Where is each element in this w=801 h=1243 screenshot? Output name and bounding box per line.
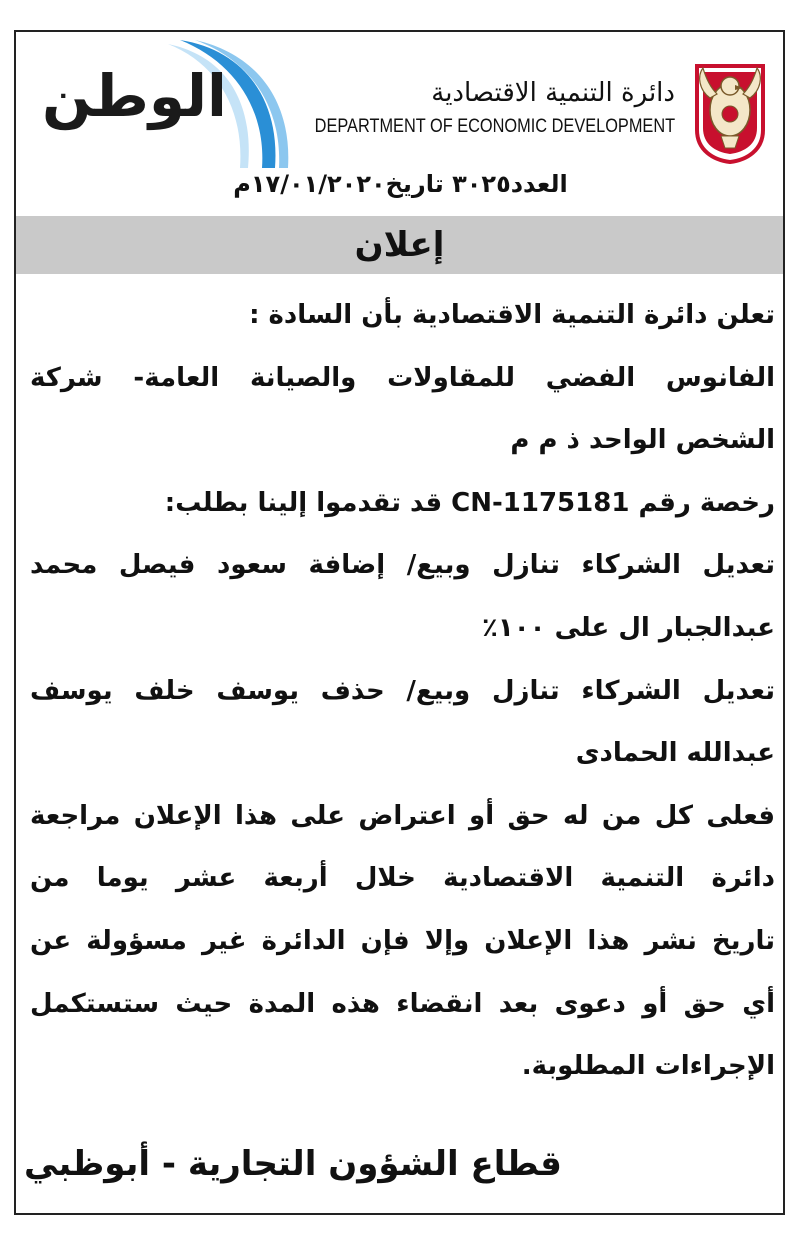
- department-name-arabic: دائرة التنمية الاقتصادية: [431, 78, 675, 108]
- body-line: الفانوس الفضي للمقاولات والصيانة العامة- شركة: [30, 362, 775, 393]
- body-line: تعلن دائرة التنمية الاقتصادية بأن السادة :: [249, 300, 775, 330]
- announcement-body: [30, 284, 775, 1098]
- body-line: فعلى كل من له حق أو اعتراض على هذا الإعلان مراجعة: [30, 800, 775, 831]
- newspaper-name: الوطن: [42, 62, 227, 130]
- body-line: عبدالجبار ال على ١٠٠٪: [482, 612, 775, 643]
- body-line: دائرة التنمية الاقتصادية خلال أربعة عشر يوما من: [30, 863, 775, 894]
- body-line: الإجراءات المطلوبة.: [521, 1051, 775, 1082]
- announcement-title: إعلان: [16, 216, 783, 274]
- newspaper-logo: [30, 40, 300, 168]
- footer-signature: قطاع الشؤون التجارية - أبوظبي: [24, 1144, 562, 1184]
- department-name-english: DEPARTMENT OF ECONOMIC DEVELOPMENT: [314, 116, 675, 137]
- body-line: أي حق أو دعوى بعد انقضاء هذه المدة حيث ستستكمل: [30, 988, 775, 1019]
- body-line: تعديل الشركاء تنازل وبيع/ حذف يوسف خلف يوسف: [30, 675, 775, 706]
- body-line: الشخص الواحد ذ م م: [510, 425, 775, 456]
- body-line: تعديل الشركاء تنازل وبيع/ إضافة سعود فيصل محمد: [30, 550, 775, 581]
- license-line: رخصة رقم CN-1175181 قد تقدموا إلينا بطلب:: [164, 487, 775, 518]
- issue-number-date: العدد٣٠٢٥ تاريخ١٧/٠١/٢٠٢٠م: [233, 170, 568, 198]
- header: [16, 32, 783, 168]
- body-line: عبدالله الحمادى: [575, 738, 775, 769]
- body-line: تاريخ نشر هذا الإعلان وإلا فإن الدائرة غير مسؤولة عن: [30, 925, 775, 956]
- abu-dhabi-falcon-emblem-icon: [691, 52, 769, 164]
